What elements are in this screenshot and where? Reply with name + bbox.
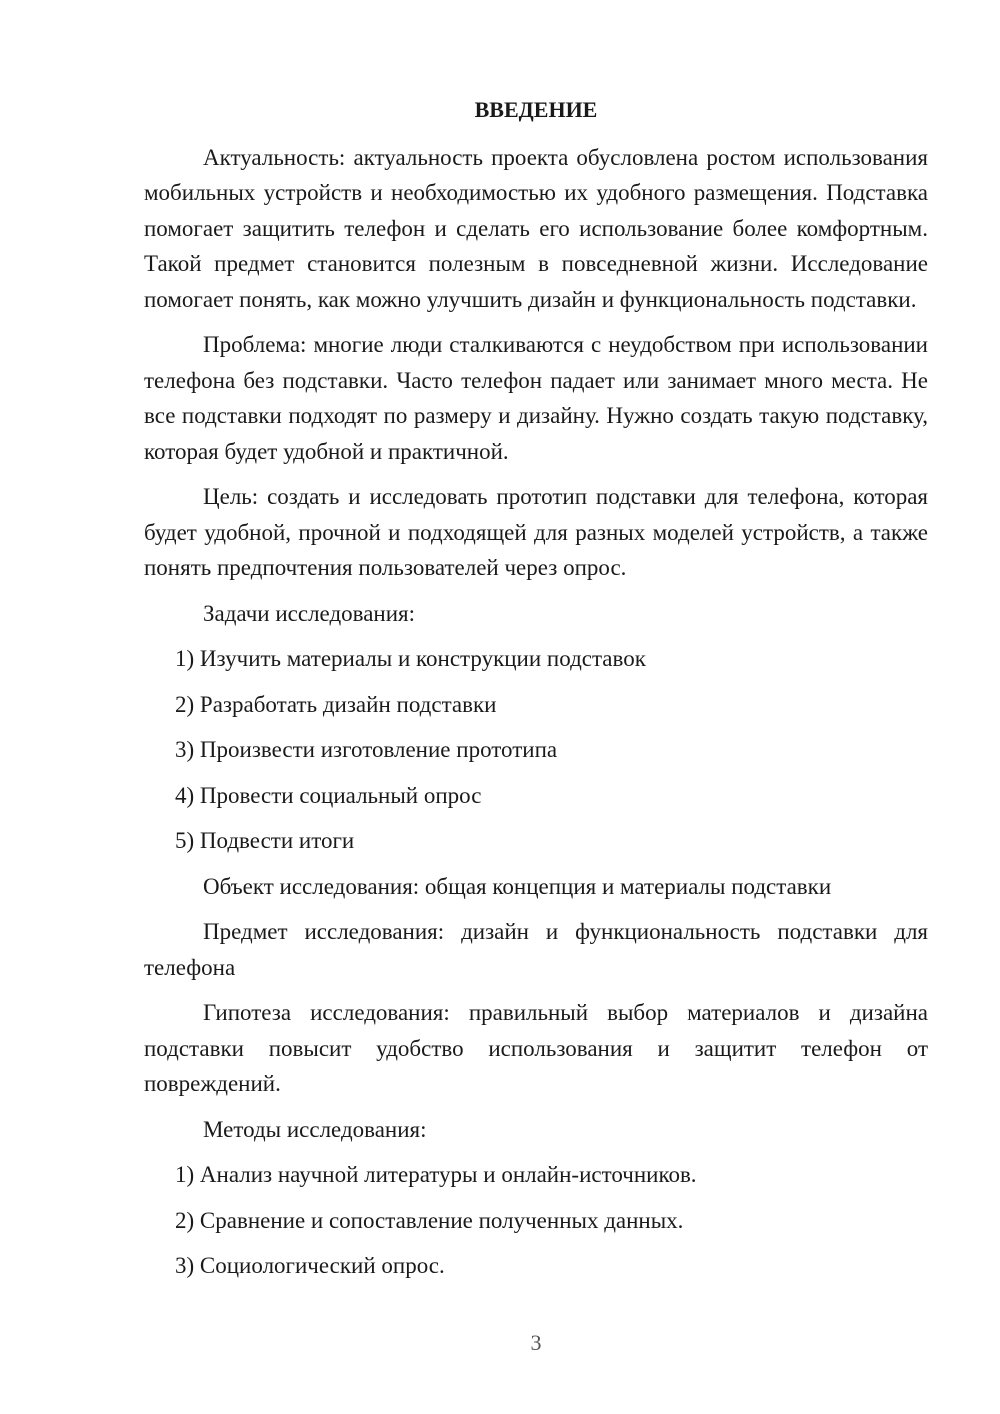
list-item: 2) Разработать дизайн подставки <box>175 691 497 717</box>
page-number: 3 <box>530 1330 542 1355</box>
tasks-label: Задачи исследования: <box>203 600 416 626</box>
list-item: 1) Изучить материалы и конструкции подставок <box>175 646 646 671</box>
methods-label: Методы исследования: <box>203 1116 427 1142</box>
tasks-list <box>144 641 928 859</box>
relevance-paragraph: Актуальность: актуальность проекта обусловлена ростом использования мобильных устройств и необходимостью их удобного размещения. Подставка помогает защитить телефон и сделать его использование более комфортным. Такой предмет становится полезным в повседневной жизни. Исследование помогает понять, как можно улучшить дизайн и функциональность подставки. <box>144 144 928 312</box>
list-item: 1) Анализ научной литературы и онлайн-источников. <box>175 1162 697 1187</box>
problem-paragraph: Проблема: многие люди сталкиваются с неудобством при использовании телефона без подставки. Часто телефон падает или занимает много места. Не все подставки подходят по размеру и дизайну. Нужно создать такую подставку, которая будет удобной и практичной. <box>144 332 928 464</box>
document-body <box>144 92 928 1294</box>
section-heading: ВВЕДЕНИЕ <box>474 97 598 122</box>
list-item: 2) Сравнение и сопоставление полученных данных. <box>175 1207 684 1233</box>
list-item: 3) Произвести изготовление прототипа <box>175 737 558 762</box>
list-item: 5) Подвести итоги <box>175 828 355 853</box>
list-item: 4) Провести социальный опрос <box>175 782 482 808</box>
goal-paragraph: Цель: создать и исследовать прототип подставки для телефона, которая будет удобной, прочной и подходящей для разных моделей устройств, а также понять предпочтения пользователей через опрос. <box>144 484 928 580</box>
methods-list <box>144 1157 928 1284</box>
subject-paragraph: Предмет исследования: дизайн и функциональность подставки для телефона <box>144 919 928 980</box>
hypothesis-paragraph: Гипотеза исследования: правильный выбор материалов и дизайна подставки повысит удобство использования и защитит телефон от повреждений. <box>144 1000 928 1096</box>
object-paragraph: Объект исследования: общая концепция и материалы подставки <box>203 873 832 899</box>
list-item: 3) Социологический опрос. <box>175 1253 445 1278</box>
